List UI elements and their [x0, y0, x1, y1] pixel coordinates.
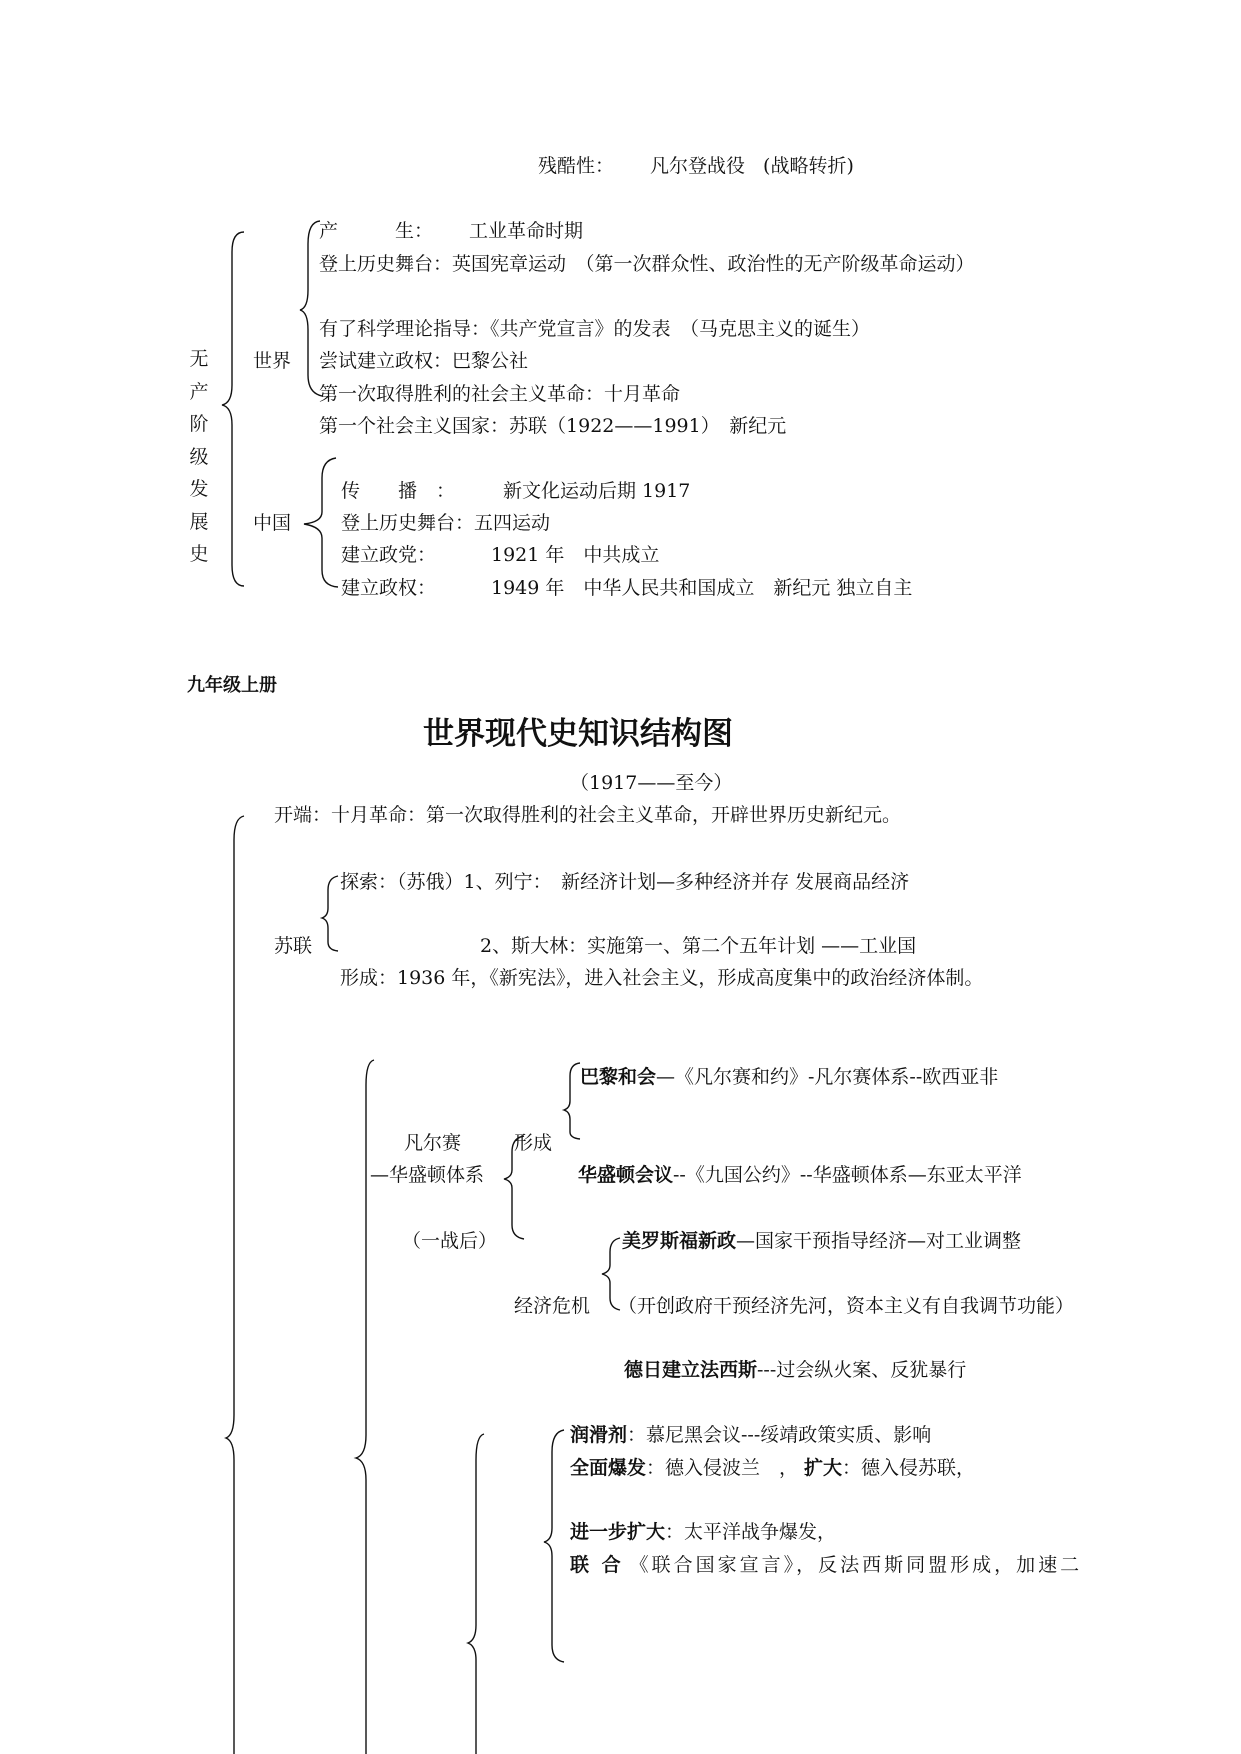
paris-rest: —《凡尔赛和约》-凡尔赛体系--欧西亚非: [656, 1066, 999, 1088]
ussr-label: 苏联: [274, 935, 313, 957]
unite-rest: 《联合国家宣言》，反法西斯同盟形成，加速二: [629, 1554, 1083, 1576]
vw-label-1: 凡尔赛: [404, 1132, 462, 1154]
china-label: 中国: [253, 512, 292, 534]
washington-line: [578, 1163, 1022, 1187]
china-item: 建立政权： 1949 年 中华人民共和国成立 新纪元 独立自主: [341, 577, 913, 599]
paris-line: [580, 1065, 998, 1089]
title-char: 史: [189, 543, 209, 565]
title-char: 级: [189, 445, 209, 468]
vw-label-3: （一战后）: [402, 1230, 498, 1252]
further-line: [570, 1520, 836, 1544]
world-item: 第一次取得胜利的社会主义革命：十月革命: [319, 383, 681, 405]
brace-modern: [226, 816, 244, 1754]
lubricant-bold: 润滑剂: [570, 1424, 628, 1446]
title-char: 产: [189, 380, 209, 403]
china-item: 登上历史舞台：五四运动: [341, 512, 551, 534]
world-item: 产 生： 工业革命时期: [319, 220, 584, 242]
crisis-note: （开创政府干预经济先河，资本主义有自我调节功能）: [618, 1295, 1075, 1317]
outbreak-bold: 全面爆发: [570, 1457, 647, 1479]
proletariat-vertical-title: [187, 343, 211, 571]
paris-bold: 巴黎和会: [580, 1066, 657, 1088]
brace-proletariat: [222, 232, 244, 586]
title-char: 发: [189, 478, 209, 500]
roosevelt-line: [622, 1229, 1021, 1253]
roosevelt-rest: —国家干预指导经济—对工业调整: [736, 1230, 1022, 1252]
expand-rest: ：德入侵苏联，: [842, 1457, 976, 1479]
brace-ussr: [322, 876, 338, 951]
expand-bold: 扩大: [804, 1457, 843, 1479]
explore-line-2: 2、斯大林：实施第一、第二个五年计划 ——工业国: [480, 935, 917, 957]
formation-line: 形成：1936 年，《新宪法》，进入社会主义，形成高度集中的政治经济体制。: [340, 967, 984, 989]
unite-line: [570, 1553, 1082, 1577]
brutality-label: 残酷性：: [538, 155, 615, 177]
opening-line: 开端：十月革命：第一次取得胜利的社会主义革命，开辟世界历史新纪元。: [274, 804, 902, 826]
world-item: 第一个社会主义国家：苏联（1922——1991） 新纪元: [319, 415, 787, 437]
brace-china: [304, 458, 338, 587]
fascism-bold: 德日建立法西斯: [624, 1359, 758, 1381]
formed-label: 形成: [514, 1132, 553, 1154]
lubricant-line: [570, 1423, 931, 1447]
title-char: 阶: [189, 413, 209, 435]
title-char: 无: [189, 348, 209, 370]
further-bold: 进一步扩大: [570, 1521, 666, 1543]
china-item: 传 播 ： 新文化运动后期 1917: [341, 480, 691, 502]
crisis-label: 经济危机: [514, 1295, 591, 1317]
fascism-rest: ---过会纵火案、反犹暴行: [757, 1359, 967, 1381]
page-title: 世界现代史知识结构图: [423, 716, 733, 752]
period: （1917——至今）: [570, 772, 733, 794]
grade-label: 九年级上册: [187, 675, 277, 696]
world-label: 世界: [253, 350, 292, 372]
brace-ww2: [468, 1434, 484, 1754]
further-rest: ：太平洋战争爆发，: [665, 1521, 837, 1543]
outbreak-rest: ：德入侵波兰 ，: [646, 1457, 799, 1479]
brace-ww2-inner: [544, 1430, 564, 1662]
roosevelt-bold: 美罗斯福新政: [622, 1230, 737, 1252]
brutality-note: (战略转折): [763, 155, 854, 177]
brutality-value: 凡尔登战役: [650, 155, 746, 177]
china-item: 建立政党： 1921 年 中共成立: [341, 544, 660, 566]
washington-rest: --《九国公约》--华盛顿体系—东亚太平洋: [673, 1164, 1022, 1186]
brace-formed: [564, 1063, 580, 1139]
world-item: 尝试建立政权：巴黎公社: [319, 350, 529, 372]
world-item: 登上历史舞台：英国宪章运动 （第一次群众性、政治性的无产阶级革命运动）: [319, 253, 975, 275]
fascism-line: [624, 1358, 966, 1382]
world-item: 有了科学理论指导：《共产党宣言》的发表 （马克思主义的诞生）: [319, 318, 871, 340]
brutality-line: [538, 154, 854, 178]
title-char: 展: [189, 510, 209, 533]
unite-bold: 联 合: [570, 1554, 624, 1576]
outbreak-line: [570, 1456, 975, 1480]
vw-label-2: —华盛顿体系: [370, 1164, 485, 1186]
explore-line-1: 探索：（苏俄）1、列宁： 新经济计划—多种经济并存 发展商品经济: [340, 871, 910, 893]
washington-bold: 华盛顿会议: [578, 1164, 674, 1186]
lubricant-rest: ：慕尼黑会议---绥靖政策实质、影响: [627, 1424, 932, 1446]
